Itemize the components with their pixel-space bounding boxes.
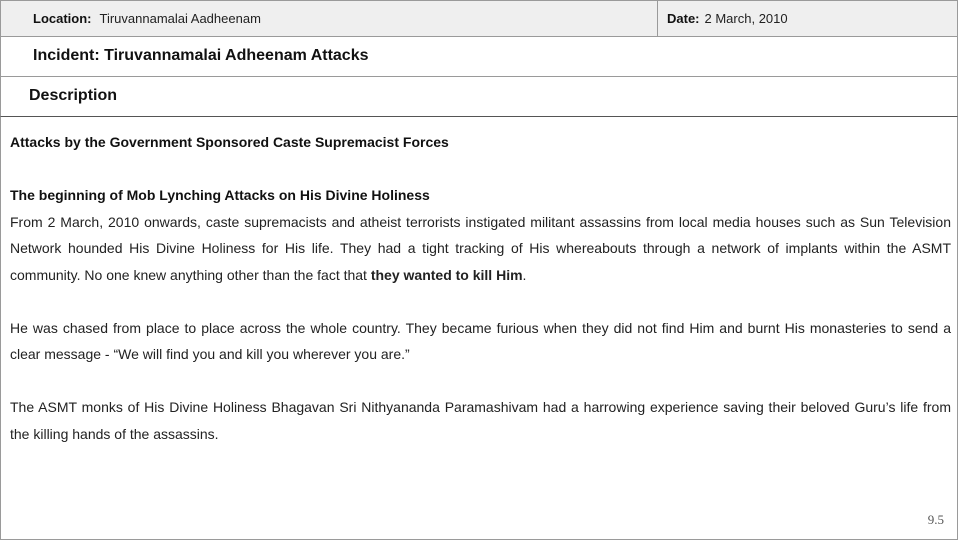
header-row bbox=[0, 0, 958, 37]
date-cell bbox=[658, 1, 957, 36]
paragraph-gap bbox=[10, 368, 951, 395]
paragraph-1-end: . bbox=[522, 266, 527, 283]
paragraph-3: The ASMT monks of His Divine Holiness Bhagavan Sri Nithyananda Paramashivam had a harrowing experience saving their beloved Guru’s life from the killing hands of the assassins. bbox=[10, 399, 951, 442]
paragraph-1-text: From 2 March, 2010 onwards, caste supremacists and atheist terrorists instigated militant assassins from local media houses such as Sun Television Network hounded His Divine Holiness for His life. They had a tight tracking of His whereabouts through a network of implants within the ASMT community. No one knew anything other than the fact that bbox=[10, 213, 951, 283]
paragraph-1 bbox=[10, 209, 951, 289]
subsection-title: The beginning of Mob Lynching Attacks on His Divine Holiness bbox=[10, 187, 430, 203]
location-value: Tiruvannamalai Aadheenam bbox=[99, 11, 261, 26]
paragraph-gap bbox=[10, 288, 951, 315]
date-label: Date: bbox=[667, 11, 700, 26]
paragraph-2: He was chased from place to place across the whole country. They became furious when they did not find Him and burnt His monasteries to send a clear message - “We will find you and kill you wherever you are.” bbox=[10, 319, 951, 362]
section-title: Attacks by the Government Sponsored Caste Supremacist Forces bbox=[10, 134, 449, 150]
paragraph-gap bbox=[10, 156, 951, 183]
description-body bbox=[0, 116, 958, 540]
location-cell bbox=[1, 1, 658, 36]
date-value: 2 March, 2010 bbox=[704, 11, 788, 26]
paragraph-1-emphasis: they wanted to kill Him bbox=[370, 266, 523, 283]
location-label: Location: bbox=[33, 11, 92, 26]
incident-title: Incident: Tiruvannamalai Adheenam Attacks bbox=[0, 36, 958, 77]
page-number: 9.5 bbox=[927, 512, 944, 527]
description-heading: Description bbox=[0, 76, 958, 117]
